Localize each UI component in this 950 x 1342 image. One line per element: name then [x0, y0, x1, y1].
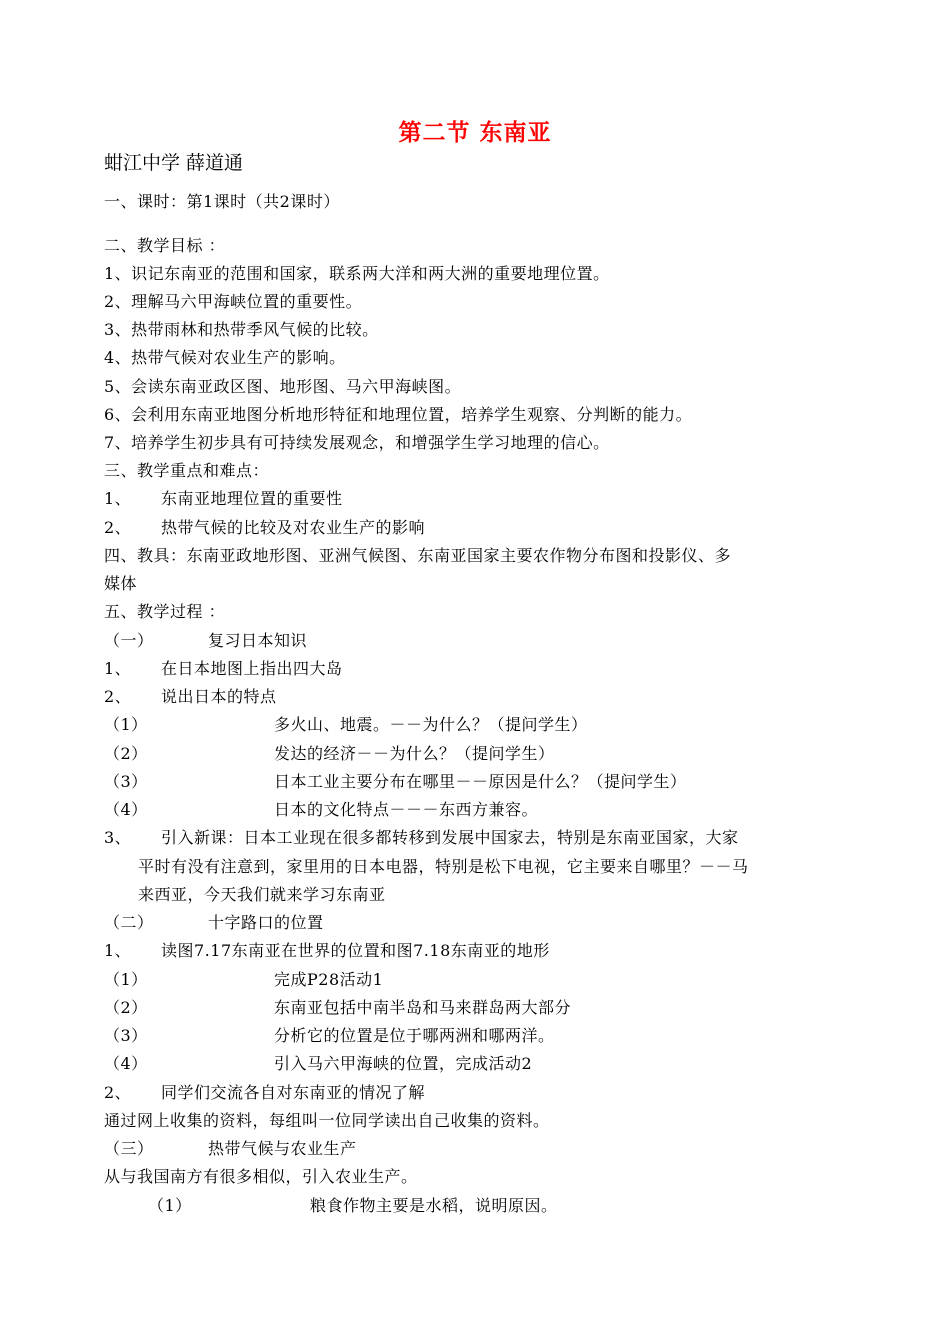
text-line — [104, 1026, 555, 1046]
list-number: 2、 — [104, 1083, 132, 1102]
text-line — [104, 1054, 532, 1074]
list-text: 引入新课：日本工业现在很多都转移到发展中国家去，特别是东南亚国家，大家 — [161, 828, 739, 847]
text-line: 来西亚，今天我们就来学习东南亚 — [138, 885, 386, 904]
list-text: 十字路口的位置 — [208, 913, 324, 932]
text-line: 平时有没有注意到，家里用的日本电器，特别是松下电视，它主要来自哪里？－－马 — [138, 857, 749, 876]
list-number: （1） — [104, 970, 148, 989]
text-line: 6、会利用东南亚地图分析地形特征和地理位置，培养学生观察、分判断的能力。 — [104, 405, 693, 424]
list-text: 在日本地图上指出四大岛 — [161, 659, 343, 678]
text-line — [104, 998, 571, 1018]
text-line — [104, 631, 307, 651]
list-text: 复习日本知识 — [208, 631, 308, 650]
text-line — [104, 1139, 357, 1159]
text-line: 1、识记东南亚的范围和国家，联系两大洋和两大洲的重要地理位置。 — [104, 264, 610, 283]
text-line: 三、教学重点和难点： — [104, 461, 270, 480]
text-line: 二、教学目标 ： — [104, 236, 226, 255]
text-line — [104, 941, 550, 961]
list-text: 东南亚地理位置的重要性 — [161, 489, 343, 508]
text-line: 从与我国南方有很多相似，引入农业生产。 — [104, 1167, 418, 1186]
list-number: （三） — [104, 1139, 154, 1158]
list-text: 粮食作物主要是水稻，说明原因。 — [310, 1196, 558, 1215]
list-number: （3） — [104, 772, 148, 791]
author-line: 蚶江中学 薛道通 — [104, 152, 244, 174]
list-text: 读图7.17东南亚在世界的位置和图7.18东南亚的地形 — [161, 941, 550, 960]
list-number: 1、 — [104, 659, 132, 678]
list-text: 同学们交流各自对东南亚的情况了解 — [161, 1083, 426, 1102]
text-line — [104, 800, 538, 820]
text-line: 2、理解马六甲海峡位置的重要性。 — [104, 292, 363, 311]
list-text: 热带气候与农业生产 — [208, 1139, 357, 1158]
list-number: 1、 — [104, 489, 132, 508]
text-line — [104, 489, 343, 509]
text-line: 一、课时：第1课时（共2课时） — [104, 192, 340, 211]
text-line: 五、教学过程 ： — [104, 602, 226, 621]
list-text: 多火山、地震。－－为什么？（提问学生） — [274, 715, 588, 734]
text-line: 5、会读东南亚政区图、地形图、马六甲海峡图。 — [104, 377, 462, 396]
text-line — [104, 715, 588, 735]
text-line: 媒体 — [104, 574, 138, 593]
text-line: 通过网上收集的资料，每组叫一位同学读出自己收集的资料。 — [104, 1111, 550, 1130]
text-line — [104, 828, 739, 848]
list-text: 发达的经济－－为什么？（提问学生） — [274, 744, 555, 763]
list-number: （二） — [104, 913, 154, 932]
list-number: （一） — [104, 631, 154, 650]
list-number: 3、 — [104, 828, 132, 847]
page-title: 第二节 东南亚 — [398, 120, 552, 146]
text-line — [104, 687, 277, 707]
text-line: 四、教具：东南亚政地形图、亚洲气候图、东南亚国家主要农作物分布图和投影仪、多 — [104, 546, 732, 565]
list-number: （1） — [148, 1196, 192, 1215]
list-text: 说出日本的特点 — [161, 687, 277, 706]
text-line — [104, 1083, 425, 1103]
list-number: （2） — [104, 998, 148, 1017]
text-line — [104, 744, 555, 764]
list-number: 2、 — [104, 518, 132, 537]
list-number: 1、 — [104, 941, 132, 960]
list-number: 2、 — [104, 687, 132, 706]
text-line — [104, 970, 383, 990]
list-number: （4） — [104, 1054, 148, 1073]
text-line — [148, 1196, 558, 1216]
list-text: 完成P28活动1 — [274, 970, 384, 989]
list-text: 分析它的位置是位于哪两洲和哪两洋。 — [274, 1026, 555, 1045]
text-line — [104, 772, 687, 792]
list-number: （1） — [104, 715, 148, 734]
text-line: 4、热带气候对农业生产的影响。 — [104, 348, 346, 367]
list-text: 东南亚包括中南半岛和马来群岛两大部分 — [274, 998, 572, 1017]
text-line — [104, 659, 343, 679]
text-line: 3、热带雨林和热带季风气候的比较。 — [104, 320, 379, 339]
list-text: 日本工业主要分布在哪里－－原因是什么？（提问学生） — [274, 772, 687, 791]
list-text: 引入马六甲海峡的位置，完成活动2 — [274, 1054, 533, 1073]
list-number: （4） — [104, 800, 148, 819]
text-line — [104, 913, 324, 933]
list-text: 日本的文化特点－－－东西方兼容。 — [274, 800, 539, 819]
text-line — [104, 518, 425, 538]
list-text: 热带气候的比较及对农业生产的影响 — [161, 518, 426, 537]
list-number: （2） — [104, 744, 148, 763]
text-line: 7、培养学生初步具有可持续发展观念，和增强学生学习地理的信心。 — [104, 433, 610, 452]
list-number: （3） — [104, 1026, 148, 1045]
